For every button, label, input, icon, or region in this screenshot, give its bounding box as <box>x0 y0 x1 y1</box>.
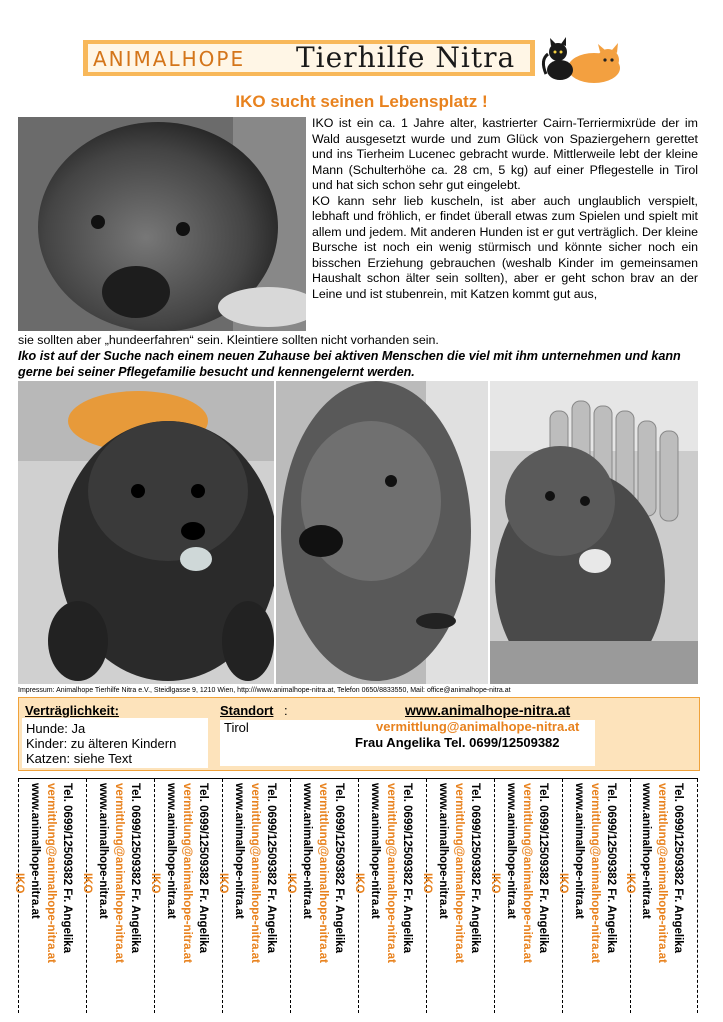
tab-phone: Tel. 0699/12509382 Fr. Angelika <box>400 783 413 954</box>
dog-photo-portrait <box>18 117 306 331</box>
tab-web: www.animalhope-nitra.at <box>300 783 313 919</box>
tab-web: www.animalhope-nitra.at <box>504 783 517 919</box>
dog-photo-closeup <box>276 381 488 684</box>
tab-email: vermittlung@animalhope-nitra.at <box>452 783 465 963</box>
tab-web: www.animalhope-nitra.at <box>572 783 585 919</box>
dog-photo-outdoor <box>490 381 698 684</box>
tab-email: vermittlung@animalhope-nitra.at <box>656 783 668 963</box>
tab-phone: Tel. 0699/12509382 Fr. Angelika <box>536 783 549 954</box>
tab-phone: Tel. 0699/12509382 Fr. Angelika <box>604 783 617 954</box>
standort-value: Tirol <box>224 720 249 735</box>
impressum: Impressum: Animalhope Tierhilfe Nitra e.V., Steidlgasse 9, 1210 Wien, http:///www.animalhope-nitra.at, Telefon 0650/8833550, Mail: office@animalhope-nitra.at <box>18 687 511 694</box>
tab-email: vermittlung@animalhope-nitra.at <box>248 783 261 963</box>
description-para-3: sie sollten aber „hundeerfahren“ sein. Kleintiere sollten nicht vorhanden sein. <box>18 333 439 347</box>
tab-phone: Tel. 0699/12509382 Fr. Angelika <box>264 783 277 954</box>
page-title: IKO sucht seinen Lebensplatz ! <box>235 92 488 111</box>
kinder-value: Kinder: zu älteren Kindern <box>26 736 177 751</box>
tab-phone: Tel. 0699/12509382 Fr. Angelika <box>128 783 141 954</box>
tab-email: vermittlung@animalhope-nitra.at <box>112 783 125 963</box>
tab-name: IKO <box>284 873 297 894</box>
tab-phone: Tel. 0699/12509382 Fr. Angelika <box>468 783 481 954</box>
brand-tierhilfe-nitra: Tierhilfe Nitra <box>296 41 516 74</box>
tab-email: vermittlung@animalhope-nitra.at <box>384 783 397 963</box>
tab-name: IKO <box>80 873 93 894</box>
tab-name: IKO <box>216 873 229 894</box>
tear-off-tab[interactable] <box>216 779 290 1013</box>
tab-name: IKO <box>488 873 501 894</box>
tab-name: IKO <box>12 873 25 894</box>
search-note: Iko ist auf der Suche nach einem neuen Zuhause bei aktiven Menschen die viel mit ihm unternehmen und kann gerne bei seiner Pflegefamilie besucht und kennengelernt werden. <box>18 349 681 379</box>
standort-colon: : <box>284 703 288 718</box>
tab-web: www.animalhope-nitra.at <box>640 783 652 919</box>
tear-off-tab[interactable] <box>420 779 494 1013</box>
tab-name: IKO <box>352 873 365 894</box>
description-para-2: KO kann sehr lieb kuscheln, ist aber auch unglaublich verspielt, lebhaft und fröhlich, er findet überall etwas zum Spielen und spielt mit allem und jedem. Mit anderen Hunden ist er gut verträglich. Der kleine Bursche ist noch ein wenig stürmisch und könnte sicher noch ein bisschen Erziehung gebrauchen (weshalb Kinder im gemeinsamen Haushalt schon älter sein sollten), aber er geht schon brav an der Leine und ist stubenrein, mit Katzen kommt gut aus, <box>312 193 698 301</box>
tab-name: IKO <box>420 873 433 894</box>
website-link[interactable]: www.animalhope-nitra.at <box>405 702 571 718</box>
tab-phone: Tel. 0699/12509382 Fr. Angelika <box>196 783 209 954</box>
tab-web: www.animalhope-nitra.at <box>96 783 109 919</box>
tab-email: vermittlung@animalhope-nitra.at <box>316 783 329 963</box>
tab-name: IKO <box>556 873 569 894</box>
vertraeglichkeit-label: Verträglichkeit: <box>25 703 119 718</box>
tab-name: IKO <box>148 873 161 894</box>
tear-off-tab[interactable] <box>284 779 358 1013</box>
tear-off-tab[interactable] <box>148 779 222 1013</box>
tear-off-tab[interactable] <box>352 779 426 1013</box>
tab-phone: Tel. 0699/12509382 Fr. Angelika <box>60 783 73 954</box>
contact-info: Frau Angelika Tel. 0699/12509382 <box>355 735 560 750</box>
standort-label: Standort <box>220 703 274 718</box>
katzen-value: Katzen: siehe Text <box>26 751 132 766</box>
tab-email: vermittlung@animalhope-nitra.at <box>44 783 57 963</box>
tab-phone: Tel. 0699/12509382 Fr. Angelika <box>672 783 684 954</box>
dog-photo-front <box>18 381 274 684</box>
tab-web: www.animalhope-nitra.at <box>164 783 177 919</box>
tab-web: www.animalhope-nitra.at <box>436 783 449 919</box>
hunde-value: Hunde: Ja <box>26 721 86 736</box>
tab-web: www.animalhope-nitra.at <box>28 783 41 919</box>
tab-phone: Tel. 0699/12509382 Fr. Angelika <box>332 783 345 954</box>
description-text <box>312 116 698 302</box>
tear-off-tab[interactable] <box>80 779 154 1013</box>
tear-off-tab[interactable] <box>624 779 698 1013</box>
tear-off-strips <box>12 778 698 1013</box>
tear-off-tab[interactable] <box>488 779 562 1013</box>
tab-web: www.animalhope-nitra.at <box>232 783 245 919</box>
tear-off-tab[interactable] <box>556 779 630 1013</box>
tab-name: IKO <box>624 873 636 894</box>
brand-animalhope: ANIMALHOPE <box>93 47 246 71</box>
tear-off-tab[interactable] <box>12 779 86 1013</box>
description-para-1: IKO ist ein ca. 1 Jahre alter, kastrierter Cairn-Terriermixrüde der im Wald ausgesetzt wurde und zum Glück von Spaziergehern gerettet und ins Tierheim Lucenec gebracht wurde. Mittlerweile lebt der kleine Mann (Schulterhöhe ca. 28 cm, 5 kg) auf einer Pflegestelle in Tirol und hat sich schon sehr gut eingelebt. <box>312 116 698 192</box>
email-link[interactable]: vermittlung@animalhope-nitra.at <box>376 719 580 734</box>
tab-email: vermittlung@animalhope-nitra.at <box>180 783 193 963</box>
tab-email: vermittlung@animalhope-nitra.at <box>520 783 533 963</box>
tab-email: vermittlung@animalhope-nitra.at <box>588 783 601 963</box>
cat-dog-logo <box>538 30 622 88</box>
tab-web: www.animalhope-nitra.at <box>368 783 381 919</box>
